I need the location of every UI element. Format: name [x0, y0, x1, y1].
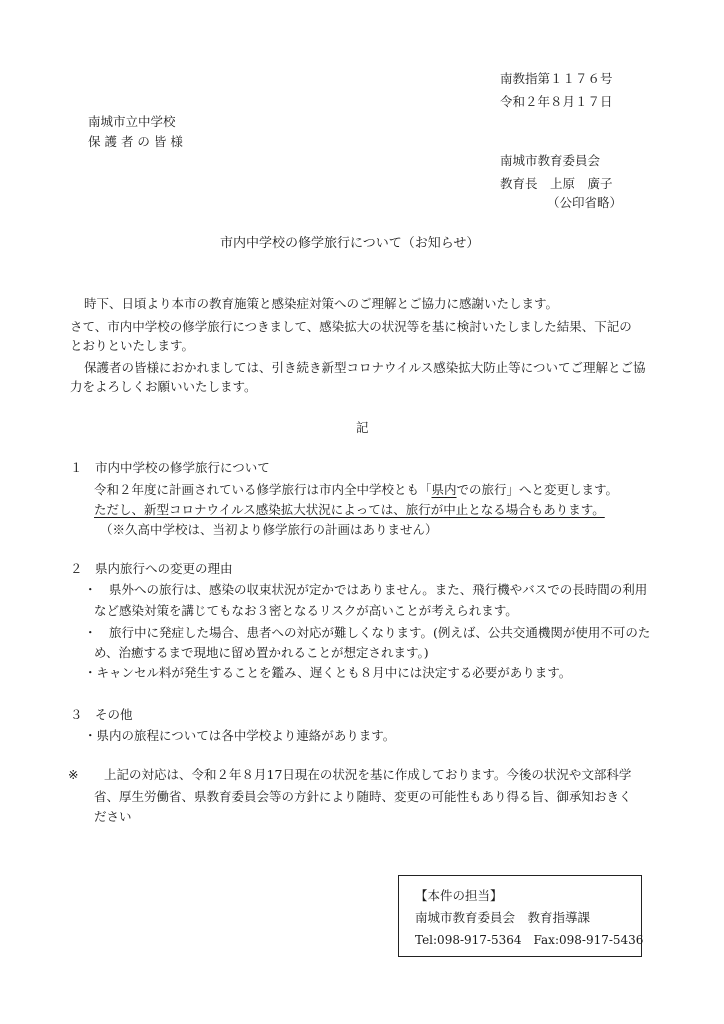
- section-2-heading: ２ 県内旅行への変更の理由: [70, 561, 233, 576]
- section-2-bullet-2-line-1: ・ 旅行中に発症した場合、患者への対応が難しくなります。(例えば、公共交通機関が使用不可のた: [84, 625, 651, 640]
- recipient-school: 南城市立中学校: [88, 114, 176, 129]
- contact-department: 南城市教育委員会 教育指導課: [415, 910, 591, 925]
- sender-organization: 南城市教育委員会: [500, 153, 601, 168]
- section-2-bullet-2-line-2: め、治癒するまで現地に留め置かれることが想定されます。): [94, 645, 429, 660]
- section-1-line-1: [94, 480, 618, 500]
- section-1-heading: １ 市内中学校の修学旅行について: [70, 460, 270, 475]
- intro-line-4: 保護者の皆様におかれましては、引き続き新型コロナウイルス感染拡大防止等についてご理解とご協: [84, 360, 646, 375]
- intro-line-2: さて、市内中学校の修学旅行につきまして、感染拡大の状況等を基に検討いたしました結果、下記の: [70, 319, 632, 334]
- intro-line-1: 時下、日頃より本市の教育施策と感染症対策へのご理解とご協力に感謝いたします。: [84, 296, 559, 311]
- section-2-bullet-3: ・キャンセル料が発生することを鑑み、遅くとも８月中には決定する必要があります。: [84, 665, 572, 680]
- intro-line-3: とおりといたします。: [70, 338, 195, 353]
- ki-mark: 記: [356, 420, 369, 435]
- document-title: 市内中学校の修学旅行について（お知らせ）: [220, 236, 480, 251]
- note-line-2: 省、厚生労働省、県教育委員会等の方針により随時、変更の可能性もあり得る旨、御承知おきく: [94, 789, 632, 804]
- seal-omitted-note: （公印省略）: [547, 195, 623, 210]
- contact-box: [398, 875, 642, 957]
- note-line-3: ださい: [94, 809, 132, 824]
- section-1-prefecture-emphasis: 県内: [431, 482, 457, 497]
- note-mark: ※: [68, 767, 79, 782]
- section-1-line-2: ただし、新型コロナウイルス感染拡大状況によっては、旅行が中止となる場合もあります。: [94, 502, 605, 517]
- section-3-heading: ３ その他: [70, 707, 133, 722]
- intro-line-5: 力をよろしくお願いいたします。: [70, 379, 257, 394]
- sender-name: 教育長 上原 廣子: [500, 176, 613, 191]
- section-2-bullet-1-line-2: など感染対策を講じてもなお３密となるリスクが高いことが考えられます。: [94, 603, 518, 618]
- section-1-line-1-text-c: での旅行」へと変更します。: [456, 482, 619, 497]
- note-line-1: 上記の対応は、令和２年８月17日現在の状況を基に作成しております。今後の状況や文部科学: [104, 767, 632, 782]
- contact-phone-fax: Tel:098-917-5364 Fax:098-917-5436: [415, 933, 644, 947]
- recipient-parents: 保 護 者 の 皆 様: [88, 134, 183, 149]
- section-3-bullet-1: ・県内の旅程については各中学校より連絡があります。: [84, 728, 396, 743]
- document-date: 令和２年８月１７日: [500, 94, 613, 109]
- section-1-line-1-text-a: 令和２年度に計画されている修学旅行は市内全中学校とも「: [94, 482, 432, 497]
- section-2-bullet-1-line-1: ・ 県外への旅行は、感染の収束状況が定かではありません。また、飛行機やバスでの長時間の利用: [84, 582, 648, 597]
- contact-heading: 【本件の担当】: [415, 888, 503, 903]
- section-1-line-3: （※久高中学校は、当初より修学旅行の計画はありません）: [100, 522, 438, 537]
- document-number: 南教指第１１７６号: [500, 71, 613, 86]
